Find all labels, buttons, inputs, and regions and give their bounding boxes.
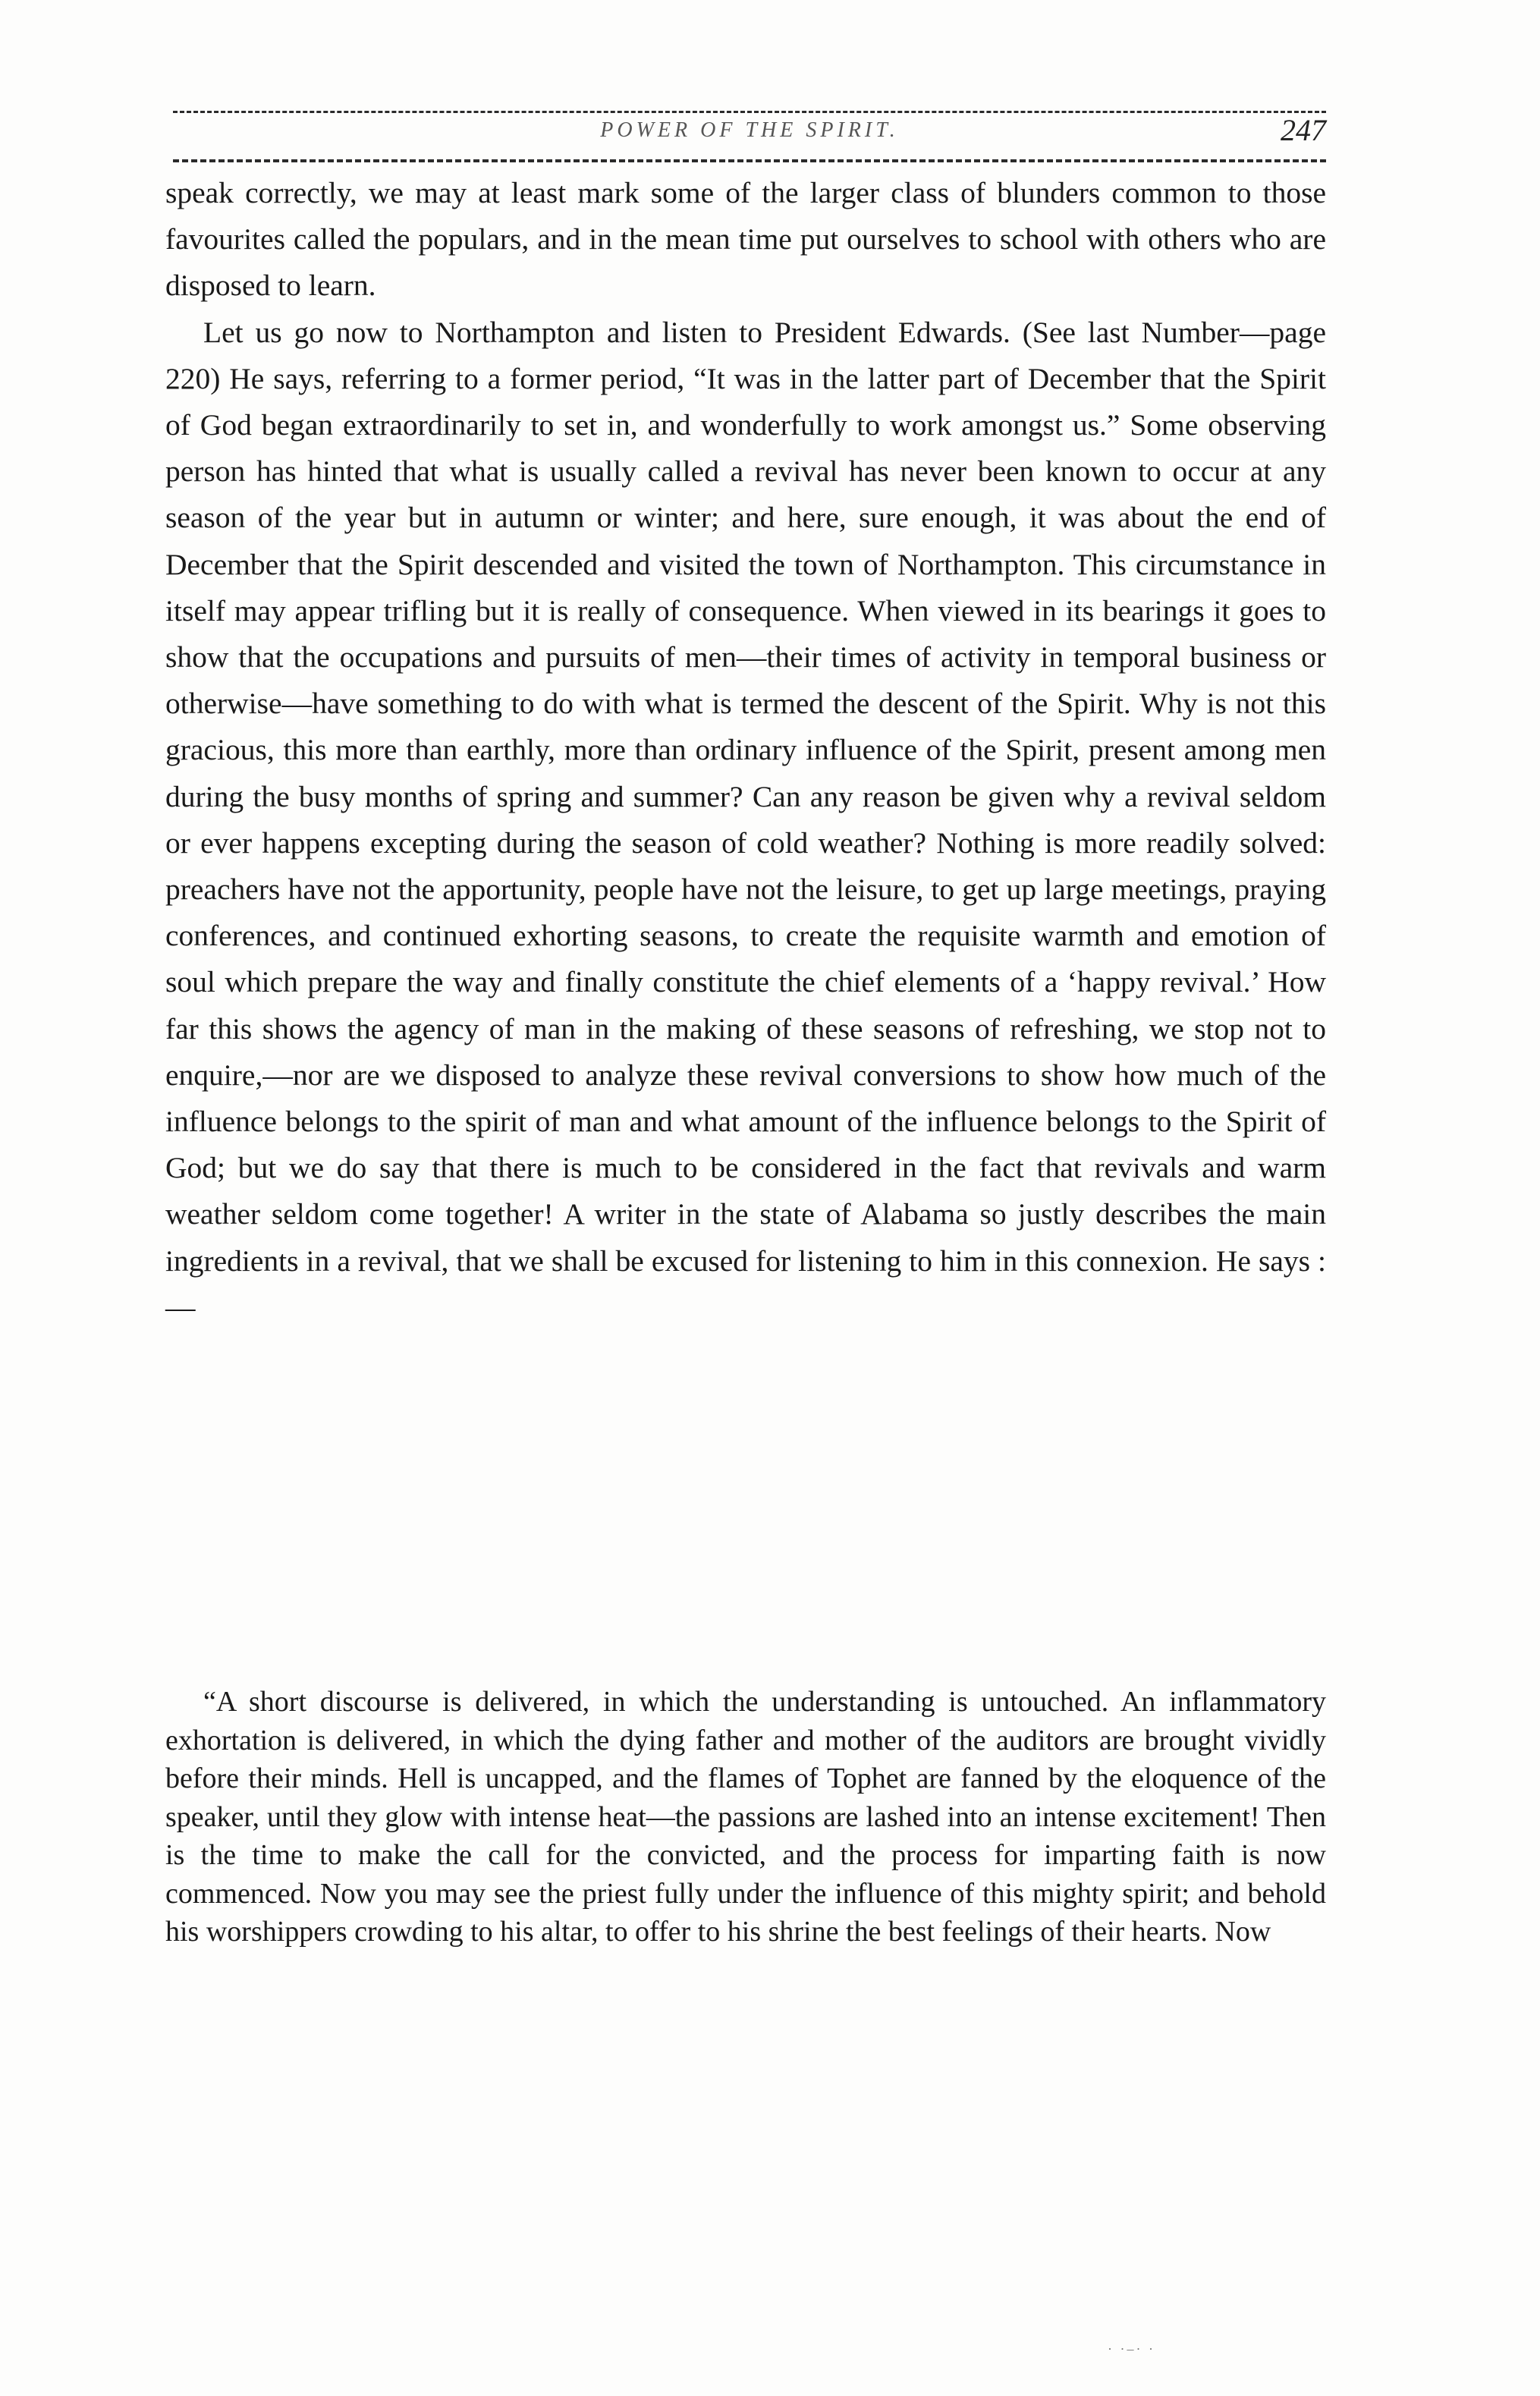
printer-mark: · ·–· · xyxy=(1108,2341,1155,2357)
running-header xyxy=(173,114,1326,155)
running-title: POWER OF THE SPIRIT. xyxy=(600,118,899,142)
paragraph-edwards: Let us go now to Northampton and listen to President Edwards. (See last Number—page 220) He says, referring to a former period, “It was in the latter part of December that the Spirit of God began extraordinarily to set in, and wonderfully to work amongst us.” Some observing person has hinted that what is usually called a revival has never been known to occur at any season of the year but in autumn or winter; and here, sure enough, it was about the end of December that the Spirit descended and visited the town of Northampton. This circumstance in itself may appear trifling but it is really of consequence. When viewed in its bearings it goes to show that the occupations and pursuits of men—their times of activity in temporal business or otherwise—have something to do with what is termed the descent of the Spirit. Why is not this gracious, this more than earthly, more than ordinary influence of the Spirit, present among men during the busy months of spring and summer? Can any reason be given why a revival seldom or ever happens excepting during the season of cold weather? Nothing is more readily solved: preachers have not the apportunity, people have not the leisure, to get up large meetings, praying conferences, and continued exhorting seasons, to create the requisite warmth and emotion of soul which prepare the way and finally constitute the chief elements of a ‘happy revival.’ How far this shows the agency of man in the making of these seasons of refreshing, we stop not to enquire,—nor are we disposed to analyze these revival conversions to show how much of the influence belongs to the spirit of man and what amount of the influence belongs to the Spirit of God; but we do say that there is much to be considered in the fact that revivals and warm weather seldom come together! A writer in the state of Alabama so justly describes the main ingredients in a revival, that we shall be excused for listening to him in this connexion. He says :— xyxy=(165,315,1326,1324)
body-text xyxy=(165,170,1326,1331)
header-rule-top xyxy=(173,111,1326,113)
block-quotation: “A short discourse is delivered, in which the understanding is untouched. An inflammatory exhortation is delivered, in which the dying father and mother of the auditors are brought vividly before their minds. Hell is uncapped, and the flames of Tophet are fanned by the eloquence of the speaker, until they glow with intense heat—the passions are lashed into an intense excitement! Then is the time to make the call for the convicted, and the process for imparting faith is now commenced. Now you may see the priest fully under the influence of this mighty spirit; and behold his worshippers crowding to his altar, to offer to his shrine the best feelings of their hearts. Now xyxy=(165,1686,1326,1948)
page-number: 247 xyxy=(1281,113,1326,147)
header-rule-bottom xyxy=(173,159,1326,162)
paragraph-continued: speak correctly, we may at least mark some of the larger class of blunders common to those favourites called the populars, and in the mean time put ourselves to school with others who are disposed to learn. xyxy=(165,176,1326,303)
